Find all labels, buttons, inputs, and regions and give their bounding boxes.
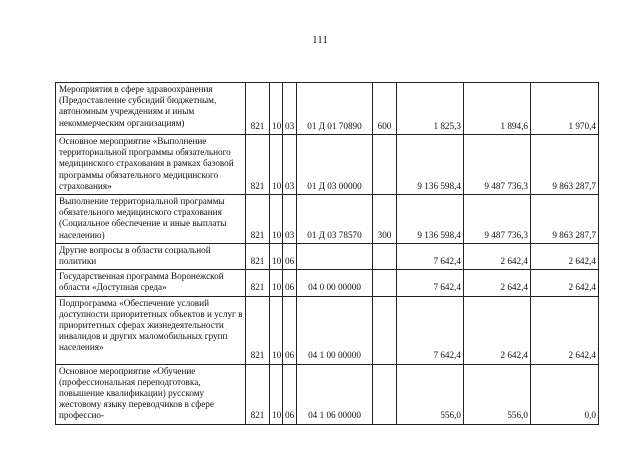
ministry-code: 821 xyxy=(246,270,270,296)
expense-type xyxy=(373,270,397,296)
budget-table-body xyxy=(56,83,599,425)
section-code: 10 xyxy=(270,243,283,269)
amount-year-3: 2 642,4 xyxy=(531,270,599,296)
amount-year-1: 7 642,4 xyxy=(397,270,464,296)
ministry-code: 821 xyxy=(246,195,270,244)
expense-type xyxy=(373,296,397,364)
amount-year-3: 2 642,4 xyxy=(531,243,599,269)
expense-type xyxy=(373,364,397,424)
expense-type xyxy=(373,135,397,195)
subsection-code: 06 xyxy=(283,296,297,364)
row-name: Подпрограмма «Обеспечение условий доступности приоритетных объектов и услуг в приоритетных сферах жизнедеятельности инвалидов и других маломобильных групп населения» xyxy=(56,296,246,364)
amount-year-1: 7 642,4 xyxy=(397,243,464,269)
amount-year-3: 9 863 287,7 xyxy=(531,135,599,195)
amount-year-3: 0,0 xyxy=(531,364,599,424)
amount-year-3: 9 863 287,7 xyxy=(531,195,599,244)
amount-year-2: 2 642,4 xyxy=(464,243,531,269)
amount-year-2: 9 487 736,3 xyxy=(464,135,531,195)
table-row xyxy=(56,135,599,195)
subsection-code: 06 xyxy=(283,243,297,269)
target-article: 01 Д 03 78570 xyxy=(297,195,373,244)
section-code: 10 xyxy=(270,364,283,424)
amount-year-2: 9 487 736,3 xyxy=(464,195,531,244)
amount-year-3: 2 642,4 xyxy=(531,296,599,364)
amount-year-2: 556,0 xyxy=(464,364,531,424)
budget-table xyxy=(55,82,599,425)
table-row xyxy=(56,243,599,269)
table-row xyxy=(56,296,599,364)
amount-year-1: 7 642,4 xyxy=(397,296,464,364)
section-code: 10 xyxy=(270,135,283,195)
subsection-code: 03 xyxy=(283,135,297,195)
row-name: Государственная программа Воронежской области «Доступная среда» xyxy=(56,270,246,296)
subsection-code: 03 xyxy=(283,83,297,135)
section-code: 10 xyxy=(270,296,283,364)
amount-year-3: 1 970,4 xyxy=(531,83,599,135)
target-article: 01 Д 03 00000 xyxy=(297,135,373,195)
amount-year-1: 1 825,3 xyxy=(397,83,464,135)
subsection-code: 06 xyxy=(283,270,297,296)
page-number: 111 xyxy=(312,34,328,46)
expense-type: 300 xyxy=(373,195,397,244)
expense-type: 600 xyxy=(373,83,397,135)
amount-year-2: 2 642,4 xyxy=(464,296,531,364)
row-name: Другие вопросы в области социальной политики xyxy=(56,243,246,269)
table-row xyxy=(56,364,599,424)
subsection-code: 03 xyxy=(283,195,297,244)
target-article: 01 Д 01 70890 xyxy=(297,83,373,135)
expense-type xyxy=(373,243,397,269)
target-article: 04 1 00 00000 xyxy=(297,296,373,364)
subsection-code: 06 xyxy=(283,364,297,424)
amount-year-1: 9 136 598,4 xyxy=(397,135,464,195)
amount-year-2: 1 894,6 xyxy=(464,83,531,135)
ministry-code: 821 xyxy=(246,83,270,135)
amount-year-1: 9 136 598,4 xyxy=(397,195,464,244)
target-article xyxy=(297,243,373,269)
row-name: Мероприятия в сфере здравоохранения (Предоставление субсидий бюджетным, автономным учреждениям и иным некоммерческим организациям) xyxy=(56,83,246,135)
section-code: 10 xyxy=(270,195,283,244)
table-row xyxy=(56,195,599,244)
ministry-code: 821 xyxy=(246,296,270,364)
target-article: 04 1 06 00000 xyxy=(297,364,373,424)
target-article: 04 0 00 00000 xyxy=(297,270,373,296)
table-row xyxy=(56,83,599,135)
row-name: Основное мероприятие «Выполнение территориальной программы обязательного медицинского страхования в рамках базовой программы обязательного медицинского страхования» xyxy=(56,135,246,195)
row-name: Выполнение территориальной программы обязательного медицинского страхования (Социальное обеспечение и иные выплаты населению) xyxy=(56,195,246,244)
row-name: Основное мероприятие «Обучение (профессиональная переподготовка, повышение квалификации) русскому жестовому языку переводчиков в сфере профессио- xyxy=(56,364,246,424)
amount-year-1: 556,0 xyxy=(397,364,464,424)
ministry-code: 821 xyxy=(246,135,270,195)
ministry-code: 821 xyxy=(246,243,270,269)
ministry-code: 821 xyxy=(246,364,270,424)
section-code: 10 xyxy=(270,83,283,135)
table-row xyxy=(56,270,599,296)
section-code: 10 xyxy=(270,270,283,296)
amount-year-2: 2 642,4 xyxy=(464,270,531,296)
